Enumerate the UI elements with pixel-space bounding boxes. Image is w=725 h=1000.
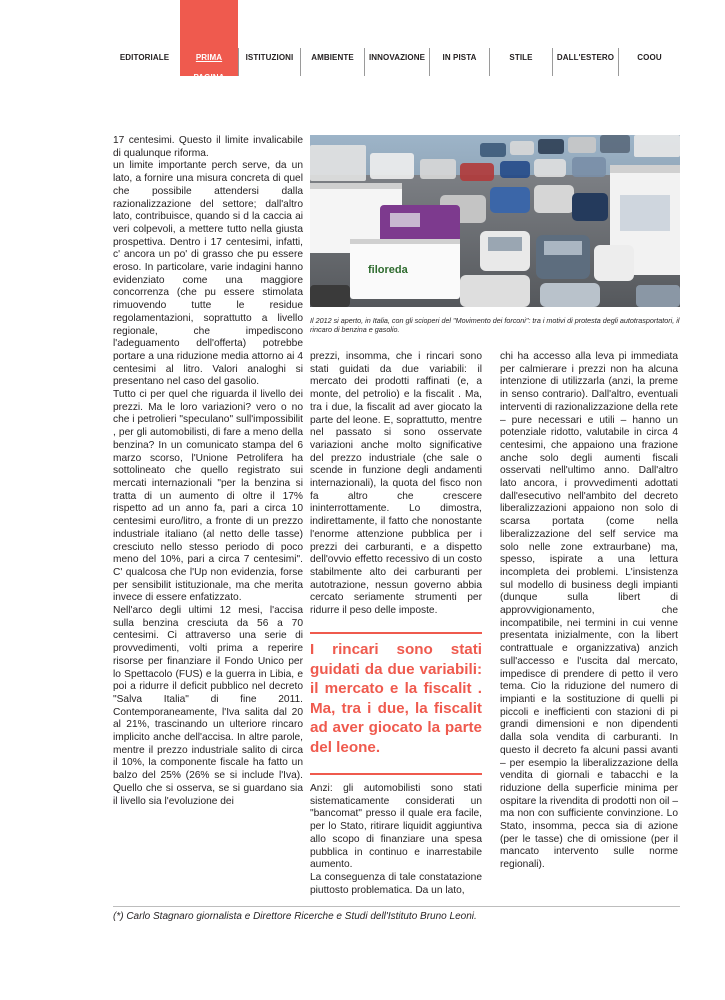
nav-item-innovazione[interactable]: INNOVAZIONE (364, 48, 429, 76)
nav-item-ambiente[interactable]: AMBIENTE (300, 48, 364, 76)
nav-item-istituzioni[interactable]: ISTITUZIONI (238, 48, 300, 76)
pullquote: I rincari sono stati guidati da due variabili: il mercato e la fiscalit . Ma, tra i due, la fiscalit ad aver giocato la parte del leone. (310, 641, 482, 756)
article-paragraph: un limite importante perch serve, da un lato, a fornire una misura concreta di quel che possibile attendersi dalla razionalizzazione del settore; dall'altro lato, contribuisce, quando si d la caccia ai veri colpevoli, a mettere tutto nella giusta prospettiva. Dentro i 17 centesimi, infatti, c' ancora un po' di grasso che pu essere eroso. In particolare, varie indagini hanno evidenziato come una maggiore concorrenza (che pu essere stimolata rimuovendo tutte le residue regolamentazioni, soprattutto a livello regionale, che impediscono l'adeguamento dell'offerta) potrebbe portare a una riduzione media attorno ai 4 centesimi al litro. Valori analoghi si presentano nel caso del gasolio. (113, 160, 303, 388)
traffic-jam-illustration (310, 135, 680, 307)
article-column-2-continued (310, 783, 482, 897)
article-paragraph: Tutto ci per quel che riguarda il livello dei prezzi. Ma le loro variazioni? vero o no che i petrolieri "speculano" sull'impossibilit , per gli automobilisti, di fare a meno della benzina? In un comunicato stampa del 6 marzo scorso, l'Unione Petrolifera ha sottolineato che quello registrato sui mercati internazionali "per la benzina si tratta di un aumento di oltre il 17% rispetto ad un anno fa, pari a circa 10 centesimi euro/litro, a fronte di un prezzo industriale italiano (al netto delle tasse) cresciuto nello stesso periodo di poco meno del 10%, pari a circa 7 centesimi". C' qualcosa che l'Up non evidenzia, forse per sensibilit istituzionale, ma che merita invece di essere enfatizzato. (113, 389, 303, 604)
section-nav (113, 48, 680, 82)
article-paragraph: 17 centesimi. Questo il limite invalicabile di qualunque riforma. (113, 135, 303, 159)
article-paragraph: chi ha accesso alla leva pi immediata per calmierare i prezzi non ha alcuna intenzione di utilizzarla (anzi, la preme in senso contrario). Dall'altro, eventuali interventi di razionalizzazione della rete – pure necessari e utili – hanno un potenziale ridotto, valutabile in circa 4 centesimi, che appaiono una frazione anche solo degli aumenti fiscali osservati nell'ultimo anno. Dall'altro lato ancora, i provvedimenti adottati dall'esecutivo nell'ambito del decreto liberalizzazioni appaiono non solo di scarsa portata (come nella liberalizzazione del self service ma solo nelle zone extraurbane) ma, spesso, ispirate a una lettura incompleta dei problemi. L'insistenza sul modello di business degli impianti (dunque sulla libert di approvvigionamento, che incompatibile, nei termini in cui venne presentata inizialmente, con la libert contrattuale e organizzativa) anzich sull'accesso e l'uscita dal mercato, impedisce di prendere di petto il vero tema. Cio la riduzione del numero di impianti e la sostituzione di quelli pi piccoli e inefficienti con stazioni di pi grandi dimensioni e non dipendenti dalla sola vendita di carburanti. In questo il decreto fa alcuni passi avanti – per esempio la liberalizzazione della vendita di giornali e tabacchi e la riduzione della superficie minima per ospitare la rivendita di prodotti non oil – ma non con sufficiente convinzione. Lo Stato, insomma, pecca sia di azione (per le tasse) che di omissione (per il mancato intervento sulle norme regionali). (500, 351, 678, 871)
author-note: (*) Carlo Stagnaro giornalista e Direttore Ricerche e Studi dell'Istituto Bruno Leoni. (113, 911, 477, 922)
pullquote-rule-top (310, 632, 482, 634)
article-column-3 (500, 351, 678, 872)
nav-item-prima-pagina[interactable]: PRIMA PAGINA (180, 48, 238, 76)
article-column-1 (113, 135, 303, 808)
article-paragraph: Nell'arco degli ultimi 12 mesi, l'accisa sulla benzina cresciuta da 56 a 70 centesimi. Ci attraverso una serie di provvedimenti, volti prima a reperire risorse per finanziare il Fondo Unico per lo Spettacolo (FUS) e la guerra in Libia, e poi a ridurre il deficit pubblico nel decreto "Salva Italia" di fine 2011. Contemporaneamente, l'Iva salita dal 20 al 21%, trascinando un ulteriore rincaro implicito anche dell'accisa. In altre parole, mentre il prezzo industriale salito di circa il 10%, la componente fiscale ha fatto un balzo del 25% (26% se si include l'Iva). Quello che si osserva, se si guardano sia il livello sia l'evoluzione dei (113, 605, 303, 807)
article-paragraph: prezzi, insomma, che i rincari sono stati guidati da due variabili: il mercato dei prodotti raffinati (e, a monte, del petrolio) e la fiscalit . Ma, tra i due, la fiscalit ad aver giocato la parte del leone. E, soprattutto, mentre nel passato si sono osservate variazioni anche molto significative del prezzo industriale (che sale o scende in funzione degli andamenti internazionali), la quota del fisco non fa altro che crescere ininterrottamente. Lo dimostra, indirettamente, il fatto che nonostante l'enorme attenzione pubblica per i prezzi dei carburanti, e a dispetto dell'ovvio effetto recessivo di un costo stabilmente alto dei carburanti per autotrazione, nessun governo abbia cercato seriamente strumenti per ridurre il peso delle imposte. (310, 351, 482, 617)
pullquote-rule-bottom (310, 773, 482, 775)
nav-item-editoriale[interactable]: EDITORIALE (119, 53, 170, 62)
article-paragraph: La conseguenza di tale constatazione piuttosto problematica. Da un lato, (310, 871, 482, 896)
nav-item-coou[interactable]: COOU (618, 48, 680, 76)
photo-caption: Il 2012 si aperto, in Italia, con gli scioperi del "Movimento dei forconi": tra i motivi di protesta degli autotrasportatori, il rincaro di benzina e gasolio. (310, 316, 680, 334)
truck-logo-text: filoreda (368, 264, 408, 276)
nav-item-dall-estero[interactable]: DALL'ESTERO (552, 48, 618, 76)
article-column-2 (310, 351, 482, 618)
footer-divider (113, 906, 680, 907)
nav-item-stile[interactable]: STILE (489, 48, 552, 76)
active-tab-marker (180, 0, 238, 48)
article-paragraph: Anzi: gli automobilisti sono stati sistematicamente considerati un "bancomat" presso il quale era facile, per lo Stato, ritirare liquidit aggiuntiva allo scopo di finanziare una spesa pubblica in continuo e inarrestabile aumento. (310, 783, 482, 871)
nav-item-in-pista[interactable]: IN PISTA (429, 48, 489, 76)
traffic-jam-photo (310, 135, 680, 307)
